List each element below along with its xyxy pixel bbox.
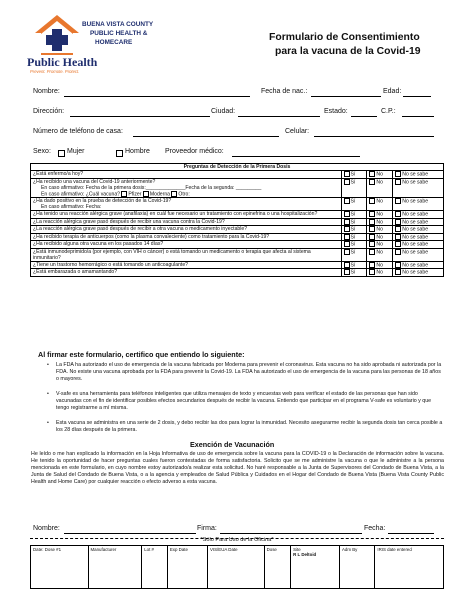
logo-line3: HOMECARE xyxy=(95,39,133,46)
no-checkbox[interactable] xyxy=(369,262,375,268)
table-row: ¿Está inmunodeprimido/a (por ejemplo, con VIH o cáncer) o está tomando un medicamento o terapia que afecta al sistema inmunitario? Sí No No se sabe xyxy=(31,248,444,261)
col-site: Site R L Deltoid xyxy=(291,546,340,589)
nose-checkbox[interactable] xyxy=(395,219,401,225)
screening-header: Preguntas de Detección de la Primera Dosis xyxy=(31,164,444,171)
label-edad: Edad: xyxy=(383,88,402,95)
form-title-line1: Formulario de Consentimiento xyxy=(269,32,420,43)
si-checkbox[interactable] xyxy=(344,179,350,185)
question-reaccion-otra: ¿La reacción alérgica grave pasó después de recibir a otra vacuna o medicamento inyectable? xyxy=(31,226,342,233)
bullet-fda: • La FDA ha autorizado el uso de emergencia de la vacuna fabricada por Moderna para prevenir el coronavirus. Esta vacuna no ha sido aprobada ni autorizada por la FDA. No existe una vacuna aprobada por la FDA para prevenir la Covid-19. La FDA ha autorizado el uso de emergencia de la vacuna para las personas de 18 años o mayores. xyxy=(56,362,444,383)
table-row: ¿La reacción alérgica grave pasó después de recibir a otra vacuna o medicamento inyectable? Sí No No se sabe xyxy=(31,226,444,233)
label-nombre: Nombre: xyxy=(33,88,60,95)
question-vacuna-previa: ¿Ha recibido una vacuna del Covid-19 anteriormente? xyxy=(33,178,156,185)
no-checkbox[interactable] xyxy=(369,249,375,255)
nose-checkbox[interactable] xyxy=(395,211,401,217)
nose-checkbox[interactable] xyxy=(395,198,401,204)
table-row: ¿Tiene un trastorno hemorrágico o está tomando un anticoagulante? Sí No No se sabe xyxy=(31,261,444,268)
question-positivo-fecha: En caso afirmativo: Fecha: xyxy=(41,204,102,211)
col-iris: IRIS date entered xyxy=(375,546,444,589)
nose-checkbox[interactable] xyxy=(395,269,401,275)
si-checkbox[interactable] xyxy=(344,241,350,247)
fecha-nac-field[interactable] xyxy=(311,96,381,97)
nose-checkbox[interactable] xyxy=(395,179,401,185)
exencion-heading: Exención de Vacunación xyxy=(190,440,275,449)
label-fecha-nac: Fecha de nac.: xyxy=(261,88,308,95)
col-vis-date: VIS/EUA Date xyxy=(207,546,264,589)
question-positivo: ¿Ha dado positivo en la prueba de detección de la Covid-19? xyxy=(33,198,172,205)
question-enfermo: ¿Está enfermo/a hoy? xyxy=(31,171,342,178)
hombre-checkbox[interactable] xyxy=(116,150,123,157)
si-checkbox[interactable] xyxy=(344,249,350,255)
sign-nombre-field[interactable] xyxy=(64,533,196,534)
office-title: *Sólo Para Uso de la Oficina* xyxy=(200,537,274,543)
bullet-vsafe: • V-safe es una herramienta para teléfonos inteligentes que utiliza mensajes de texto y encuestas web para verificar el estado de las personas que han sido vacunadas con el fin de identificar posibles efectos secundarios después de recibir la vacuna. Entiendo que participar en el programa V-safe es voluntario y que tengo registrarme a mí misma. xyxy=(56,391,444,412)
question-anafilaxia: ¿Ha tenido una reacción alérgica grave (anafilaxia) en cuál fue necesario un tratamiento con epinefrina o una hospitalización? xyxy=(31,211,342,218)
col-exp-date: Exp Date xyxy=(167,546,207,589)
col-dose: Dose xyxy=(264,546,291,589)
sign-fecha-field[interactable] xyxy=(388,533,434,534)
otro-checkbox[interactable] xyxy=(171,191,177,197)
proveedor-field[interactable] xyxy=(232,156,360,157)
celular-field[interactable] xyxy=(314,136,434,137)
exencion-body: He leído o me han explicado la información en la Hoja Informativa de uso de emergencia sobre la vacuna para la COVID-19 o la Declaración de información sobre la vacuna. He tenido la oportunidad de hacer preguntas cuales fueron contestadas de forma satisfactoria. Solicito que se me administre la vacuna o que le administre a la persona mencionada en este formulario, en cuyo nombre estoy autorizado/a realizar esta solicitud. No haré responsable a la Junta de Supervisores del Condado de Buena Vista, a la Junta de Salud del Condado de Buena Vista, o a la agencia y empleados de Salud Pública y Cuidados en el Hogar del Condado de Buena Vista (Buena Vista County Public Health and Home Care) por cualquier reacción o efecto adverso a esta vacuna. xyxy=(31,451,444,485)
label-sexo: Sexo: xyxy=(33,148,51,155)
label-proveedor: Proveedor médico: xyxy=(165,148,224,155)
label-telefono: Número de teléfono de casa: xyxy=(33,128,123,135)
nose-checkbox[interactable] xyxy=(395,262,401,268)
nombre-field[interactable] xyxy=(64,96,250,97)
label-mujer: Mujer xyxy=(67,148,85,155)
nose-checkbox[interactable] xyxy=(395,249,401,255)
table-row: ¿La reacción alérgica grave pasó después de recibir una vacuna contra la Covid-19? Sí No No se sabe xyxy=(31,218,444,225)
col-adm-by: Adm By xyxy=(339,546,374,589)
table-row: ¿Ha recibido alguna otra vacuna en los pasados 14 días? Sí No No se sabe xyxy=(31,241,444,248)
question-inmunodeprimido: ¿Está inmunodeprimido/a (por ejemplo, con VIH o cáncer) o está tomando un medicamento o terapia que afecta al sistema inmunitario? xyxy=(31,248,342,261)
no-checkbox[interactable] xyxy=(369,219,375,225)
question-anticuerpos: ¿Ha recibido terapia de anticuerpos (como la plasma convaleciente) como tratamiento para la Covid-19? xyxy=(31,233,342,240)
si-checkbox[interactable] xyxy=(344,234,350,240)
table-row: ¿Ha dado positivo en la prueba de detección de la Covid-19? En caso afirmativo: Fecha: Sí No No se sabe xyxy=(31,198,444,211)
no-checkbox[interactable] xyxy=(369,179,375,185)
si-checkbox[interactable] xyxy=(344,219,350,225)
no-checkbox[interactable] xyxy=(369,171,375,177)
question-otra-vacuna: ¿Ha recibido alguna otra vacuna en los pasados 14 días? xyxy=(31,241,342,248)
logo-brand: Public Health xyxy=(27,55,98,69)
si-checkbox[interactable] xyxy=(344,198,350,204)
screening-table xyxy=(30,163,444,277)
si-checkbox[interactable] xyxy=(344,171,350,177)
edad-field[interactable] xyxy=(403,96,431,97)
mujer-checkbox[interactable] xyxy=(58,150,65,157)
question-fechas-dosis: En caso afirmativo: Fecha de la primera dosis:______________Fecha de la segunda: _________ xyxy=(41,184,262,191)
moderna-checkbox[interactable] xyxy=(143,191,149,197)
pfizer-checkbox[interactable] xyxy=(121,191,127,197)
label-sign-fecha: Fecha: xyxy=(364,525,386,532)
col-dose1: Date: Dose #1 xyxy=(31,546,89,589)
table-row: ¿Ha recibido terapia de anticuerpos (como la plasma convaleciente) como tratamiento para la Covid-19? Sí No No se sabe xyxy=(31,233,444,240)
no-checkbox[interactable] xyxy=(369,241,375,247)
label-estado: Estado: xyxy=(324,108,348,115)
question-hemorragico: ¿Tiene un trastorno hemorrágico o está tomando un anticoagulante? xyxy=(31,261,342,268)
no-checkbox[interactable] xyxy=(369,234,375,240)
logo-line2: PUBLIC HEALTH & xyxy=(90,30,148,37)
bullet-dosis: • Esta vacuna se administra en una serie de 2 dosis, y debo recibir las dos para lograr la inmunidad. Necesito asegurarme recibir la segunda dosis tan cerca posible a los 28 días después de la primera. xyxy=(56,420,444,434)
cp-field[interactable] xyxy=(402,116,434,117)
certify-heading: Al firmar este formulario, certifico que entiendo lo siguiente: xyxy=(38,350,245,359)
label-ciudad: Ciudad: xyxy=(211,108,236,115)
nose-checkbox[interactable] xyxy=(395,241,401,247)
question-reaccion-covid: ¿La reacción alérgica grave pasó después de recibir una vacuna contra la Covid-19? xyxy=(31,218,342,225)
estado-field[interactable] xyxy=(351,116,377,117)
label-sign-nombre: Nombre: xyxy=(33,525,60,532)
firma-field[interactable] xyxy=(220,533,362,534)
si-checkbox[interactable] xyxy=(344,262,350,268)
table-row: ¿Está enfermo/a hoy? Sí No No se sabe xyxy=(31,171,444,178)
table-row: ¿Ha recibido una vacuna del Covid-19 anteriormente? En caso afirmativo: Fecha de la primera dosis:______________Fecha de la segunda: _________ En caso afirmativo: ¿Cuál vacuna? Pfizer Moderna Otro: Sí No No se sabe xyxy=(31,178,444,198)
no-checkbox[interactable] xyxy=(369,269,375,275)
logo-line1: BUENA VISTA COUNTY xyxy=(82,21,154,28)
direccion-field[interactable] xyxy=(70,116,210,117)
ciudad-field[interactable] xyxy=(238,116,320,117)
col-lot: Lot # xyxy=(142,546,168,589)
no-checkbox[interactable] xyxy=(369,211,375,217)
question-embarazada: ¿Está embarazada o amamantando? xyxy=(31,269,342,276)
nose-checkbox[interactable] xyxy=(395,234,401,240)
si-checkbox[interactable] xyxy=(344,269,350,275)
logo-house-icon xyxy=(33,13,81,57)
label-cp: C.P.: xyxy=(381,108,396,115)
nose-checkbox[interactable] xyxy=(395,171,401,177)
table-row: ¿Está embarazada o amamantando? Sí No No se sabe xyxy=(31,269,444,276)
site-sub: R L Deltoid xyxy=(293,552,317,557)
si-checkbox[interactable] xyxy=(344,226,350,232)
logo-tagline: Prevent. Promote. Protect. xyxy=(30,69,80,74)
label-celular: Celular: xyxy=(285,128,310,135)
table-row: ¿Ha tenido una reacción alérgica grave (anafilaxia) en cuál fue necesario un tratamiento con epinefrina o una hospitalización? Sí No No se sabe xyxy=(31,211,444,218)
no-checkbox[interactable] xyxy=(369,198,375,204)
si-checkbox[interactable] xyxy=(344,211,350,217)
label-firma: Firma: xyxy=(197,525,217,532)
table-row xyxy=(31,546,444,589)
question-cual-vacuna: En caso afirmativo: ¿Cuál vacuna? Pfizer Moderna Otro: xyxy=(41,191,190,198)
form-title-line2: para la vacuna de la Covid-19 xyxy=(275,46,421,57)
no-checkbox[interactable] xyxy=(369,226,375,232)
label-direccion: Dirección: xyxy=(33,108,65,115)
col-manufacturer: Manufacturer xyxy=(88,546,142,589)
nose-checkbox[interactable] xyxy=(395,226,401,232)
label-hombre: Hombre xyxy=(125,148,150,155)
telefono-field[interactable] xyxy=(133,136,279,137)
office-table xyxy=(30,545,444,589)
